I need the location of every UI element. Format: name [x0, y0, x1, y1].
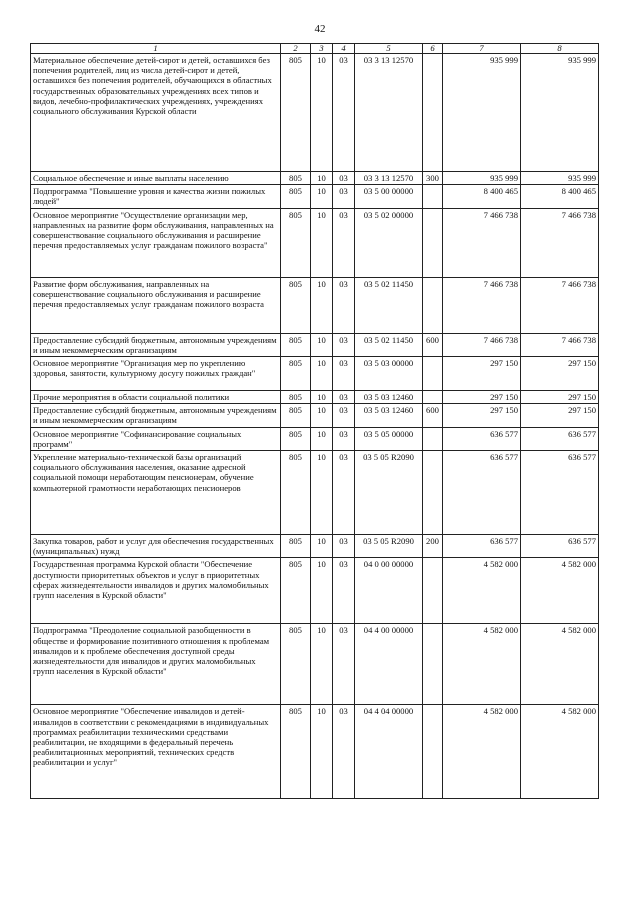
row-pr-cell: 03 — [333, 427, 355, 450]
row-pr-cell: 03 — [333, 705, 355, 799]
row-rz-cell: 10 — [311, 208, 333, 277]
page-number: 42 — [314, 23, 326, 35]
row-csr-cell: 03 5 05 00000 — [355, 427, 423, 450]
row-name-cell: Основное мероприятие "Софинансирование социальных программ" — [31, 427, 281, 450]
row-rz-cell: 10 — [311, 391, 333, 404]
table-row — [31, 535, 599, 558]
row-amount-cell: 636 577 — [521, 535, 599, 558]
row-pr-cell: 03 — [333, 451, 355, 535]
row-vr-cell — [423, 185, 443, 208]
row-name-cell: Подпрограмма "Повышение уровня и качества жизни пожилых людей" — [31, 185, 281, 208]
row-rz-cell: 10 — [311, 357, 333, 391]
row-csr-cell: 03 5 05 R2090 — [355, 535, 423, 558]
column-header: 3 — [311, 44, 333, 54]
row-amount-cell: 8 400 465 — [521, 185, 599, 208]
row-rz-cell: 10 — [311, 404, 333, 427]
row-ved-cell: 805 — [281, 451, 311, 535]
row-csr-cell: 04 4 00 00000 — [355, 624, 423, 705]
row-name-cell: Предоставление субсидий бюджетным, автономным учреждениям и иным некоммерческим организациям — [31, 404, 281, 427]
row-rz-cell: 10 — [311, 54, 333, 172]
row-ved-cell: 805 — [281, 185, 311, 208]
row-vr-cell — [423, 54, 443, 172]
row-csr-cell: 04 4 04 00000 — [355, 705, 423, 799]
row-rz-cell: 10 — [311, 624, 333, 705]
row-amount-cell: 7 466 738 — [521, 333, 599, 356]
row-ved-cell: 805 — [281, 705, 311, 799]
table-body — [31, 54, 599, 799]
row-name-cell: Материальное обеспечение детей-сирот и детей, оставшихся без попечения родителей, лиц из числа детей-сирот и детей, оставшихся без попечения родителей, обучающихся в областных государственных образовательных учреждениях всех типов и видов, лечебно-профилактических учреждениях, учреждениях социального обслуживания Курской области — [31, 54, 281, 172]
row-name-cell: Развитие форм обслуживания, направленных на совершенствование социального обслуживания и расширение перечня предоставляемых услуг гражданам пожилого возраста — [31, 277, 281, 333]
table-row — [31, 172, 599, 185]
row-amount-cell: 935 999 — [521, 172, 599, 185]
table-row — [31, 357, 599, 391]
row-name-cell: Государственная программа Курской области "Обеспечение доступности приоритетных объектов и услуг в приоритетных сферах жизнедеятельности инвалидов и других маломобильных групп населения в Курской области" — [31, 558, 281, 624]
column-header: 1 — [31, 44, 281, 54]
table-row — [31, 208, 599, 277]
table-row — [31, 427, 599, 450]
row-csr-cell: 04 0 00 00000 — [355, 558, 423, 624]
row-vr-cell: 200 — [423, 535, 443, 558]
row-ved-cell: 805 — [281, 391, 311, 404]
row-name-cell: Прочие мероприятия в области социальной политики — [31, 391, 281, 404]
table-row — [31, 333, 599, 356]
row-pr-cell: 03 — [333, 333, 355, 356]
row-csr-cell: 03 5 02 11450 — [355, 277, 423, 333]
row-rz-cell: 10 — [311, 558, 333, 624]
row-ved-cell: 805 — [281, 404, 311, 427]
row-amount-cell: 935 999 — [521, 54, 599, 172]
row-csr-cell: 03 3 13 12570 — [355, 54, 423, 172]
row-pr-cell: 03 — [333, 558, 355, 624]
row-amount-cell: 636 577 — [443, 535, 521, 558]
row-csr-cell: 03 5 02 11450 — [355, 333, 423, 356]
row-amount-cell: 636 577 — [443, 427, 521, 450]
row-name-cell: Основное мероприятие "Осуществление организации мер, направленных на развитие форм обслуживания, направленных на совершенствование социального обслуживания и расширение перечня предоставляемых услуг гражданам пожилого возраста" — [31, 208, 281, 277]
row-ved-cell: 805 — [281, 624, 311, 705]
row-rz-cell: 10 — [311, 185, 333, 208]
row-vr-cell — [423, 427, 443, 450]
row-ved-cell: 805 — [281, 357, 311, 391]
column-header: 6 — [423, 44, 443, 54]
row-pr-cell: 03 — [333, 172, 355, 185]
table-row — [31, 391, 599, 404]
row-name-cell: Социальное обеспечение и иные выплаты населению — [31, 172, 281, 185]
row-vr-cell — [423, 208, 443, 277]
row-pr-cell: 03 — [333, 391, 355, 404]
row-amount-cell: 7 466 738 — [443, 208, 521, 277]
row-amount-cell: 636 577 — [443, 451, 521, 535]
row-amount-cell: 4 582 000 — [443, 558, 521, 624]
row-amount-cell: 636 577 — [521, 427, 599, 450]
table-header-row — [31, 44, 599, 54]
row-vr-cell: 600 — [423, 404, 443, 427]
row-amount-cell: 297 150 — [443, 357, 521, 391]
row-vr-cell — [423, 558, 443, 624]
row-vr-cell — [423, 391, 443, 404]
row-name-cell: Основное мероприятие "Организация мер по укреплению здоровья, занятости, культурному досугу пожилых граждан" — [31, 357, 281, 391]
row-name-cell: Основное мероприятие "Обеспечение инвалидов и детей-инвалидов в соответствии с рекомендациями в индивидуальных программах реабилитации техническими средствами реабилитации, не входящими в федеральный перечень реабилитационных мероприятий, технических средств реабилитации и услуг" — [31, 705, 281, 799]
row-amount-cell: 7 466 738 — [521, 208, 599, 277]
row-amount-cell: 4 582 000 — [443, 624, 521, 705]
row-rz-cell: 10 — [311, 333, 333, 356]
row-name-cell: Предоставление субсидий бюджетным, автономным учреждениям и иным некоммерческим организациям — [31, 333, 281, 356]
row-ved-cell: 805 — [281, 558, 311, 624]
column-header: 2 — [281, 44, 311, 54]
row-ved-cell: 805 — [281, 277, 311, 333]
row-csr-cell: 03 3 13 12570 — [355, 172, 423, 185]
row-vr-cell: 600 — [423, 333, 443, 356]
row-amount-cell: 7 466 738 — [443, 277, 521, 333]
row-pr-cell: 03 — [333, 624, 355, 705]
row-rz-cell: 10 — [311, 451, 333, 535]
table-row — [31, 558, 599, 624]
row-ved-cell: 805 — [281, 208, 311, 277]
row-pr-cell: 03 — [333, 54, 355, 172]
table-row — [31, 277, 599, 333]
row-ved-cell: 805 — [281, 54, 311, 172]
table-row — [31, 54, 599, 172]
row-amount-cell: 935 999 — [443, 54, 521, 172]
row-csr-cell: 03 5 02 00000 — [355, 208, 423, 277]
table-row — [31, 404, 599, 427]
column-header: 7 — [443, 44, 521, 54]
row-amount-cell: 7 466 738 — [521, 277, 599, 333]
table-row — [31, 185, 599, 208]
table-row — [31, 451, 599, 535]
row-amount-cell: 297 150 — [443, 404, 521, 427]
row-name-cell: Укрепление материально-технической базы организаций социального обслуживания населения, оказание адресной социальной помощи неработающим пенсионерам, обучение компьютерной грамотности неработающих пенсионеров — [31, 451, 281, 535]
row-amount-cell: 297 150 — [521, 391, 599, 404]
row-rz-cell: 10 — [311, 535, 333, 558]
column-header: 5 — [355, 44, 423, 54]
row-rz-cell: 10 — [311, 277, 333, 333]
row-csr-cell: 03 5 03 12460 — [355, 404, 423, 427]
budget-table — [30, 43, 599, 799]
row-amount-cell: 4 582 000 — [443, 705, 521, 799]
table-row — [31, 624, 599, 705]
row-amount-cell: 4 582 000 — [521, 705, 599, 799]
row-amount-cell: 297 150 — [443, 391, 521, 404]
row-rz-cell: 10 — [311, 172, 333, 185]
row-amount-cell: 7 466 738 — [443, 333, 521, 356]
row-vr-cell — [423, 357, 443, 391]
row-pr-cell: 03 — [333, 208, 355, 277]
row-amount-cell: 8 400 465 — [443, 185, 521, 208]
table-row — [31, 705, 599, 799]
row-amount-cell: 4 582 000 — [521, 624, 599, 705]
row-name-cell: Подпрограмма "Преодоление социальной разобщенности в обществе и формирование позитивного отношения к проблемам инвалидов и к проблеме обеспечения доступной среды жизнедеятельности для инвалидов и других маломобильных групп населения в Курской области" — [31, 624, 281, 705]
row-csr-cell: 03 5 03 12460 — [355, 391, 423, 404]
row-amount-cell: 297 150 — [521, 357, 599, 391]
row-vr-cell: 300 — [423, 172, 443, 185]
row-name-cell: Закупка товаров, работ и услуг для обеспечения государственных (муниципальных) нужд — [31, 535, 281, 558]
row-csr-cell: 03 5 05 R2090 — [355, 451, 423, 535]
row-ved-cell: 805 — [281, 172, 311, 185]
row-rz-cell: 10 — [311, 427, 333, 450]
row-rz-cell: 10 — [311, 705, 333, 799]
row-pr-cell: 03 — [333, 277, 355, 333]
row-csr-cell: 03 5 03 00000 — [355, 357, 423, 391]
row-pr-cell: 03 — [333, 404, 355, 427]
row-amount-cell: 636 577 — [521, 451, 599, 535]
row-vr-cell — [423, 705, 443, 799]
row-amount-cell: 935 999 — [443, 172, 521, 185]
row-pr-cell: 03 — [333, 535, 355, 558]
row-csr-cell: 03 5 00 00000 — [355, 185, 423, 208]
row-pr-cell: 03 — [333, 185, 355, 208]
row-ved-cell: 805 — [281, 333, 311, 356]
row-amount-cell: 4 582 000 — [521, 558, 599, 624]
row-pr-cell: 03 — [333, 357, 355, 391]
column-header: 4 — [333, 44, 355, 54]
row-vr-cell — [423, 451, 443, 535]
row-vr-cell — [423, 277, 443, 333]
row-amount-cell: 297 150 — [521, 404, 599, 427]
row-ved-cell: 805 — [281, 535, 311, 558]
column-header: 8 — [521, 44, 599, 54]
row-vr-cell — [423, 624, 443, 705]
row-ved-cell: 805 — [281, 427, 311, 450]
